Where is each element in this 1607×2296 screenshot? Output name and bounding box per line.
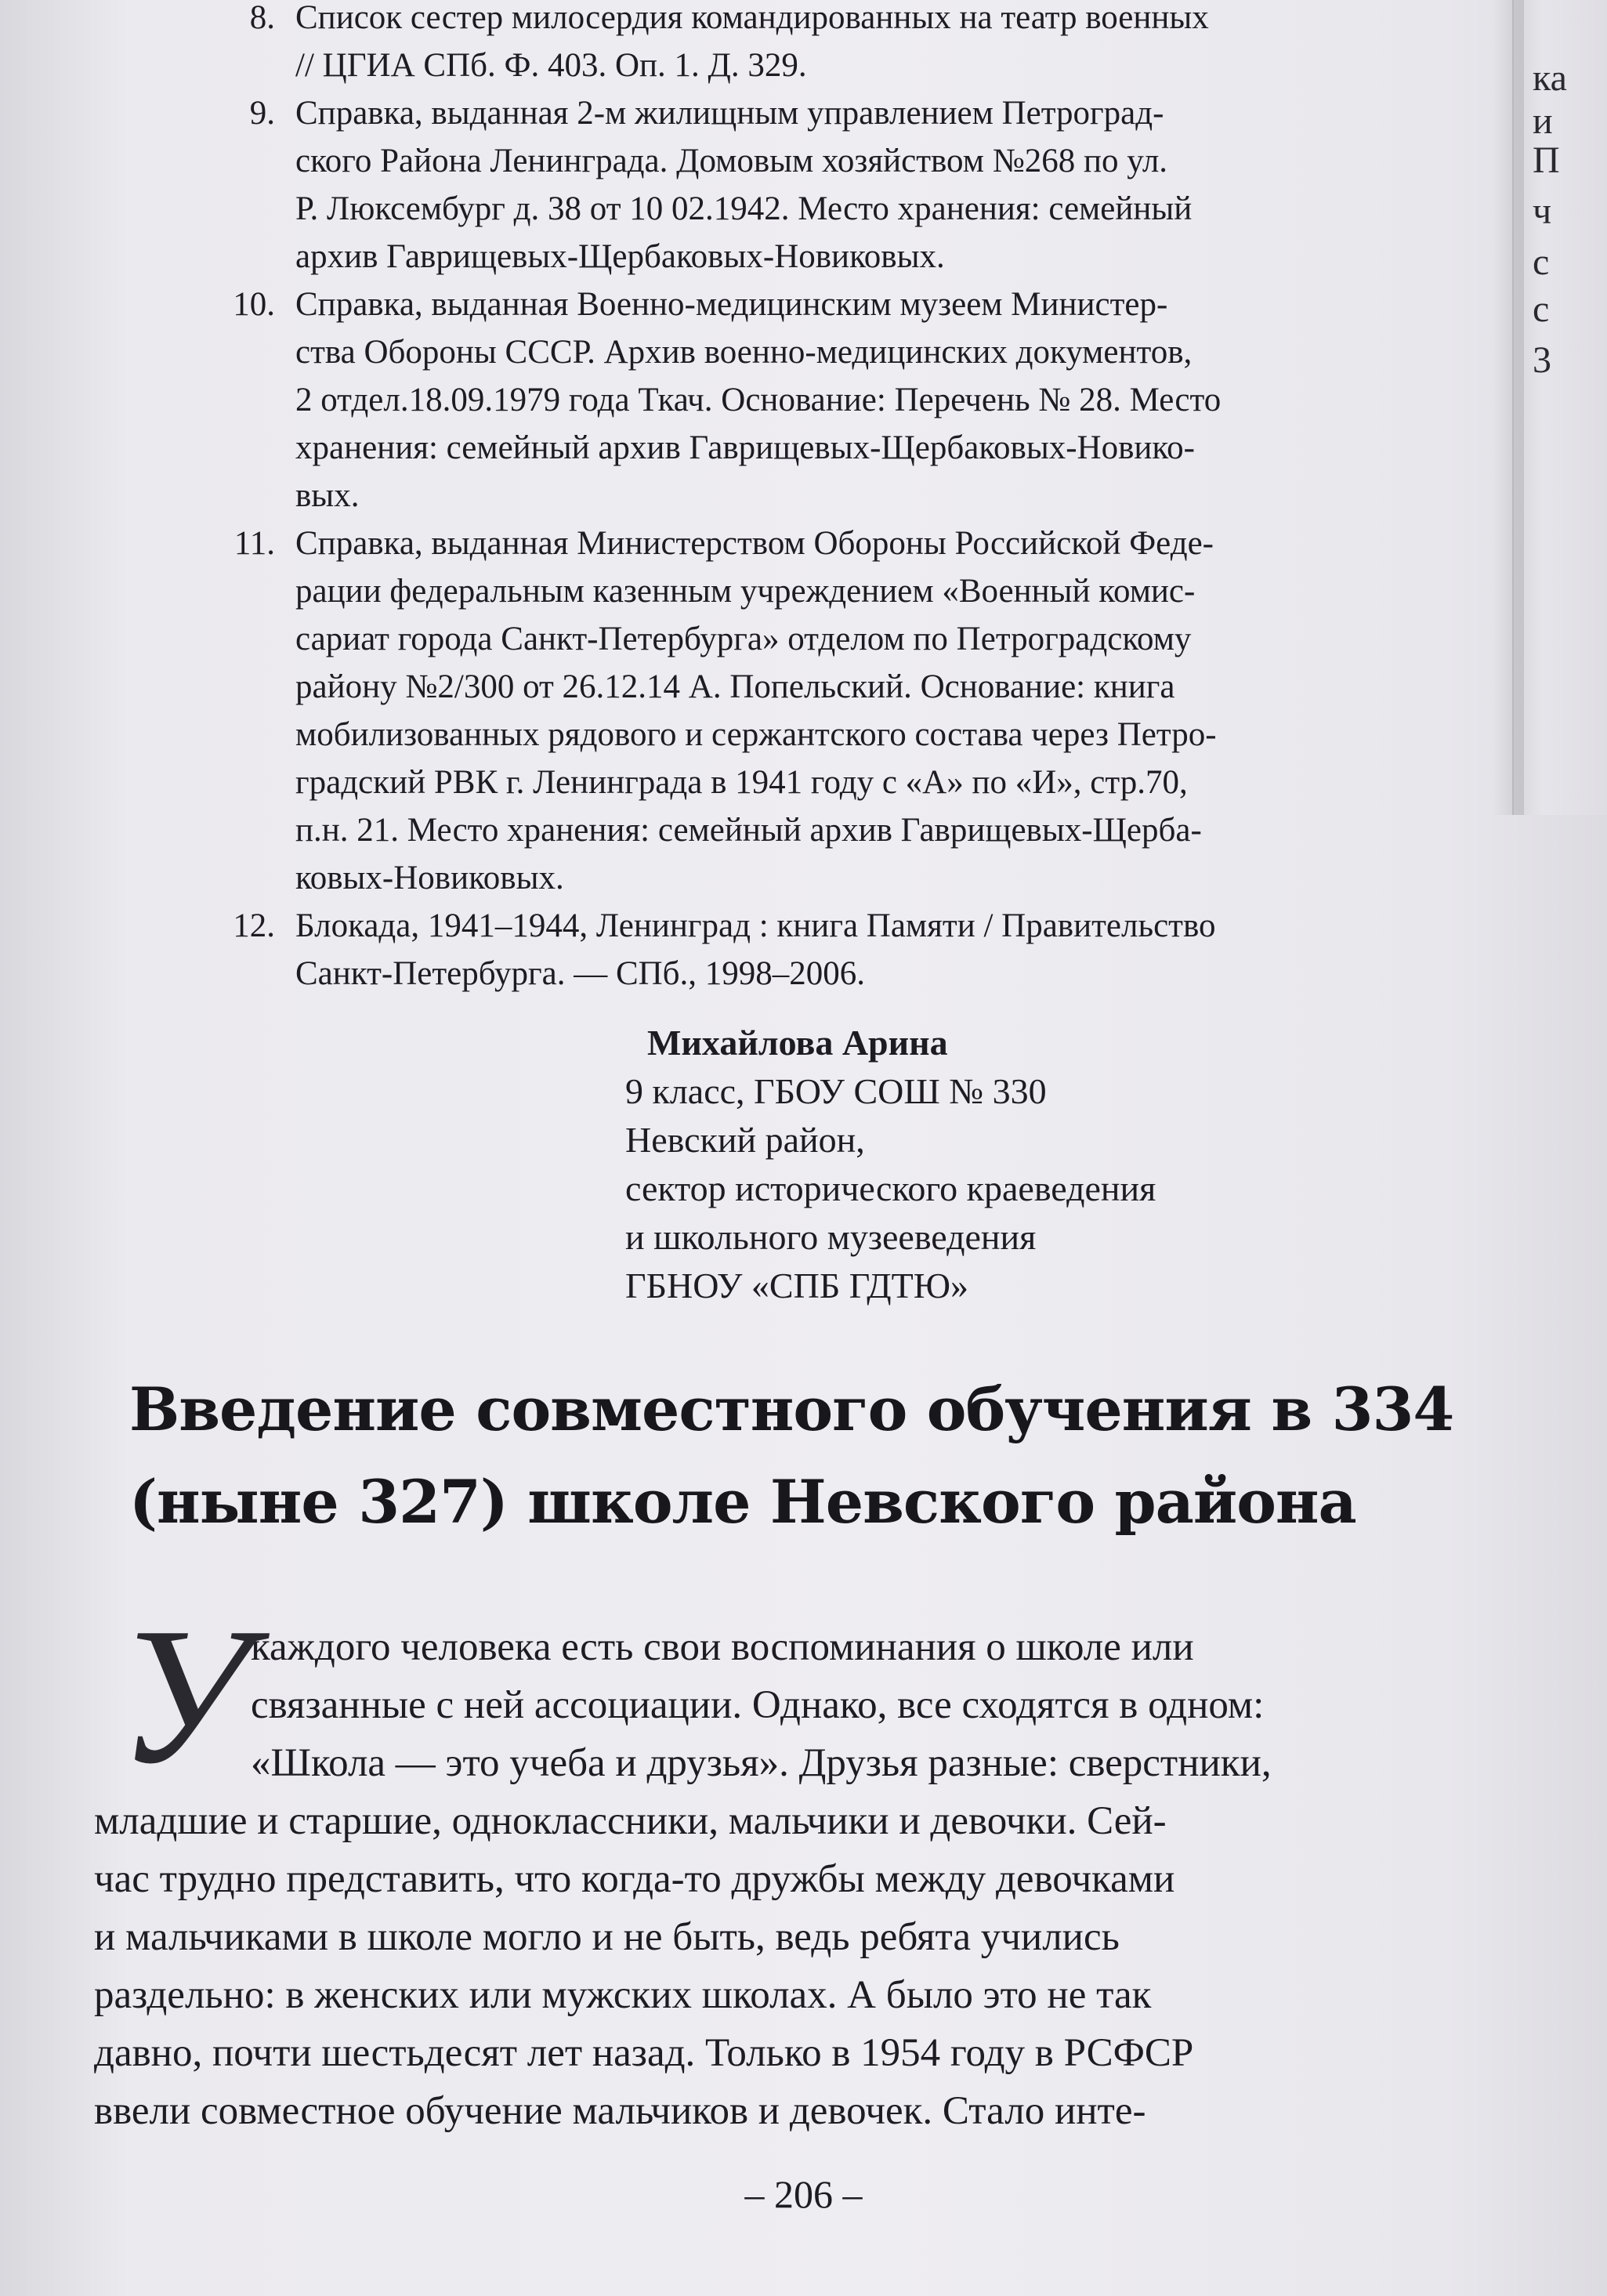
reference-text: Справка, выданная Министерством Обороны Российской Феде- рации федеральным казенным учреждением «Военный комис- сариат города Санкт-Петербурга» отделом по Петроградскому району №2/300 от 26.12.14 А. Попельский. Основание: книга мобилизованных рядового и сержантского состава через Петро- градский РВК г. Ленинграда в 1941 году с «А» по «И», стр.70, п.н. 21. Место хранения: семейный архив Гаврищевых-Щерба- ковых-Новиковых.	[295, 525, 1217, 896]
reference-number: 10.	[233, 286, 275, 323]
adjacent-page-fragment: с	[1533, 288, 1550, 330]
adjacent-page-fragment: ч	[1533, 190, 1552, 232]
reference-text: Список сестер милосердия командированных на театр военных // ЦГИА СПб. Ф. 403. Оп. 1. Д. 329.	[295, 0, 1209, 84]
author-name: Михайлова Арина	[647, 1023, 948, 1063]
adjacent-page-fragment: и	[1533, 100, 1553, 142]
author-block	[625, 1019, 1487, 1310]
adjacent-page-fragment: ка	[1533, 57, 1567, 99]
drop-cap: У	[118, 1588, 250, 1805]
adjacent-page-fragment: П	[1533, 139, 1560, 181]
reference-item	[176, 902, 1508, 998]
body-line: и мальчиками в школе могло и не быть, ведь ребята учились	[94, 1915, 1120, 1959]
reference-text: Справка, выданная Военно-медицинским музеем Министер- ства Обороны СССР. Архив военно-медицинских документов, 2 отдел.18.09.1979 года Ткач. Основание: Перечень № 28. Место хранения: семейный архив Гаврищевых-Щербаковых-Новико- вых.	[295, 286, 1222, 514]
reference-text: Блокада, 1941–1944, Ленинград : книга Памяти / Правительство Санкт-Петербурга. — СПб., 1998–2006.	[295, 907, 1216, 992]
reference-number: 11.	[233, 525, 275, 562]
article-body	[94, 1588, 1591, 2140]
author-affiliation: 9 класс, ГБОУ СОШ № 330 Невский район, сектор исторического краеведения и школьного музееведения ГБНОУ «СПБ ГДТЮ»	[625, 1071, 1156, 1306]
body-line: младшие и старшие, одноклассники, мальчики и девочки. Сей-	[94, 1799, 1167, 1843]
body-line: каждого человека есть свои воспоминания о школе или	[251, 1625, 1194, 1669]
body-line: ввели совместное обучение мальчиков и девочек. Стало инте-	[94, 2089, 1146, 2133]
page-number: – 206 –	[744, 2172, 863, 2216]
reference-number: 8.	[249, 0, 275, 36]
reference-item	[176, 281, 1508, 520]
reference-item	[176, 0, 1508, 89]
reference-number: 12.	[233, 907, 275, 944]
body-line: связанные с ней ассоциации. Однако, все сходятся в одном:	[251, 1683, 1265, 1727]
body-line: раздельно: в женских или мужских школах. А было это не так	[94, 1973, 1152, 2017]
reference-item	[176, 520, 1508, 902]
reference-item	[176, 89, 1508, 281]
article-title: Введение совместного обучения в 334 (ныне 327) школе Невского района	[129, 1374, 1454, 1537]
adjacent-page-edge	[1512, 0, 1607, 815]
adjacent-page-fragment: 3	[1533, 339, 1551, 381]
reference-text: Справка, выданная 2-м жилищным управлением Петроград- ского Района Ленинграда. Домовым хозяйством №268 по ул. Р. Люксембург д. 38 от 10 02.1942. Место хранения: семейный архив Гаврищевых-Щербаковых-Новиковых.	[295, 95, 1193, 275]
body-line: «Школа — это учеба и друзья». Друзья разные: сверстники,	[251, 1741, 1272, 1785]
body-line: давно, почти шестьдесят лет назад. Только в 1954 году в РСФСР	[94, 2031, 1194, 2075]
adjacent-page-fragment: с	[1533, 241, 1550, 283]
body-line: час трудно представить, что когда-то дружбы между девочками	[94, 1857, 1175, 1901]
reference-list	[176, 0, 1508, 998]
reference-number: 9.	[249, 95, 275, 132]
